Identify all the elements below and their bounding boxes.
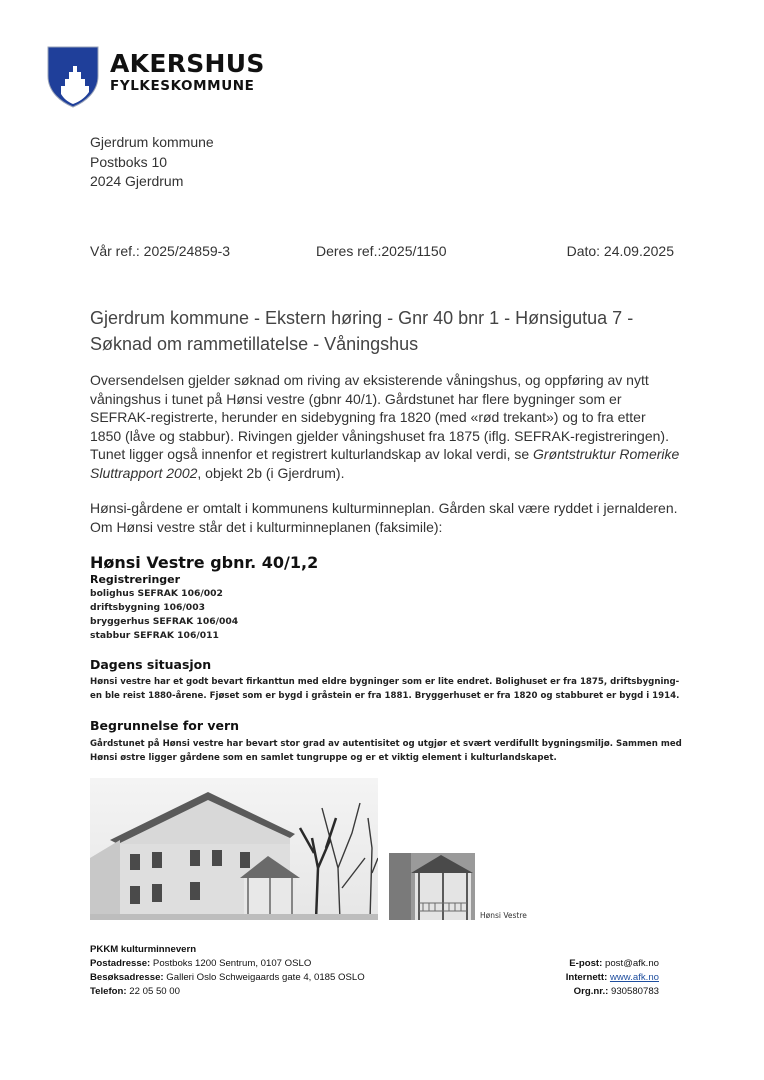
protection-text: Hønsi østre ligger gårdene som en samlet tungruppe og er et viktig element i kulturlandskapet. xyxy=(90,753,557,763)
akershus-shield-logo xyxy=(47,46,99,108)
visit-address: Galleri Oslo Schweigaards gate 4, 0185 OSLO xyxy=(163,972,365,983)
body-paragraph-2: Hønsi-gårdene er omtalt i kommunens kulturminneplan. Gården skal være ryddet i jernalderen. Om Hønsi vestre står det i kulturminneplanen (faksimile): xyxy=(90,500,678,535)
protection-text: Gårdstunet på Hønsi vestre har bevart stor grad av autentisitet og utgjør et svært verdifullt bygningsmiljø. Sammen med xyxy=(90,739,682,749)
report-title-italic: Grøntstruktur Romerike Sluttrapport 2002 xyxy=(90,446,680,481)
registration-item: driftsbygning 106/003 xyxy=(90,602,205,613)
footer-unit: PKKM kulturminnevern xyxy=(90,944,197,955)
website-link[interactable]: www.afk.no xyxy=(609,972,659,983)
postal-label: Postadresse: xyxy=(90,958,151,969)
postal-address: Postboks 1200 Sentrum, 0107 OSLO xyxy=(150,958,312,969)
recipient-address xyxy=(90,133,214,192)
footer-right xyxy=(566,957,659,999)
web-label: Internett: xyxy=(565,972,608,983)
our-reference: Vår ref.: 2025/24859-3 xyxy=(90,243,231,259)
facsimile-heading: Hønsi Vestre gbnr. 40/1,2 xyxy=(90,553,319,572)
situation-text: Hønsi vestre har et godt bevart firkanttun med eldre bygninger som er lite endret. Bolighuset er fra 1875, driftsbygning- xyxy=(90,677,680,687)
org-number: 930580783 xyxy=(608,986,659,997)
situation-text: en ble reist 1880-årene. Fjøset som er bygd i gråstein er fra 1881. Bryggerhuset er fra 1820 og stabburet er bygd i 1914. xyxy=(90,691,680,701)
recipient-line: 2024 Gjerdrum xyxy=(90,173,184,189)
org-subname: FYLKESKOMMUNE xyxy=(110,78,255,94)
situation-heading: Dagens situasjon xyxy=(90,657,212,672)
letter-title xyxy=(90,305,690,357)
phone-number: 22 05 50 00 xyxy=(126,986,180,997)
photo-caption: Hønsi Vestre xyxy=(480,911,527,920)
protection-heading: Begrunnelse for vern xyxy=(90,718,240,733)
visit-label: Besøksadresse: xyxy=(90,972,164,983)
phone-label: Telefon: xyxy=(90,986,127,997)
title-line: Søknad om rammetillatelse - Våningshus xyxy=(90,334,419,354)
recipient-line: Gjerdrum kommune xyxy=(90,134,214,150)
orgnr-label: Org.nr.: xyxy=(573,986,609,997)
email-address[interactable]: post@afk.no xyxy=(602,958,659,969)
porch-detail-photo xyxy=(389,853,475,920)
registration-item: bryggerhus SEFRAK 106/004 xyxy=(90,616,239,627)
registration-item: bolighus SEFRAK 106/002 xyxy=(90,588,223,599)
registration-item: stabbur SEFRAK 106/011 xyxy=(90,630,219,641)
recipient-line: Postboks 10 xyxy=(90,153,168,170)
footer-left xyxy=(90,943,365,999)
email-label: E-post: xyxy=(569,958,603,969)
letter-date: Dato: 24.09.2025 xyxy=(566,243,674,259)
farmhouse-photo xyxy=(90,778,378,920)
registrations-heading: Registreringer xyxy=(90,573,181,586)
title-line: Gjerdrum kommune - Ekstern høring - Gnr 40 bnr 1 - Hønsigutua 7 - xyxy=(90,308,634,328)
body-paragraph-1 xyxy=(90,371,680,482)
paragraph-text: Oversendelsen gjelder søknad om riving av eksisterende våningshus, og oppføring av nytt våningshus i tunet på Hønsi vestre (gbnr 40/1). Gårdstunet har flere bygninger som er SEFRAK-registrerte, herunder en sidebygning fra 1820 (med «rød trekant») og to fra etter 1850 (låve og stabbur). Rivingen gjelder våningshuset fra 1875 (iflg. SEFRAK-registreringen). Tunet ligger også innenfor et registrert kulturlandskap av lokal verdi, se xyxy=(90,372,669,462)
org-name: AKERSHUS xyxy=(110,49,265,78)
your-reference: Deres ref.:2025/1150 xyxy=(316,243,447,259)
paragraph-text: , objekt 2b (i Gjerdrum). xyxy=(197,464,345,481)
